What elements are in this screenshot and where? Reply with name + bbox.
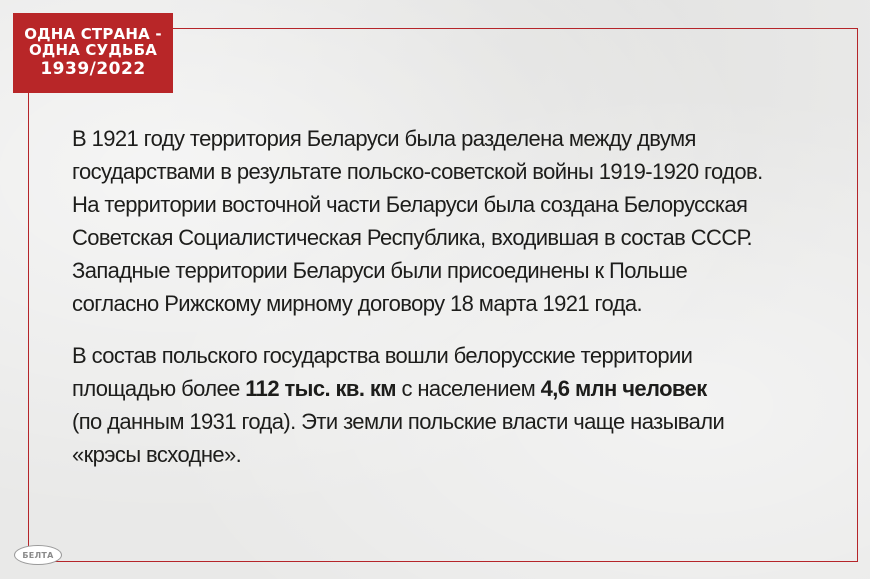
badge-line-1: ОДНА СТРАНА - [24,25,162,44]
badge-line-2: ОДНА СУДЬБА [28,41,158,60]
paragraph-2 [72,339,842,471]
badge-year: 1939/2022 [40,58,146,79]
paragraph-1-line-2: государствами в результате польско-советской войны 1919-1920 годов. [72,159,763,184]
paragraph-1-line-3: На территории восточной части Беларуси была создана Белорусская [72,192,748,217]
belta-logo-text: БЕЛТА [22,550,54,560]
paragraph-2-line-4: «крэсы всходне». [72,442,242,467]
paragraph-2-line-3: (по данным 1931 года). Эти земли польские власти чаще называли [72,409,725,434]
article-text [72,122,842,471]
area-lead-text: площадью более [72,376,246,401]
paragraph-1-line-4: Советская Социалистическая Республика, входившая в состав СССР. [72,225,753,250]
area-value: 112 тыс. кв. км [245,376,396,401]
paragraph-1-line-5: Западные территории Беларуси были присоединены к Польше [72,258,688,283]
belta-logo [14,545,62,565]
paragraph-2-line-2 [72,372,842,405]
population-lead-text: с населением [395,376,541,401]
paragraph-2-line-1: В состав польского государства вошли белорусские территории [72,343,693,368]
paragraph-1 [72,122,842,320]
paragraph-1-line-1: В 1921 году территория Беларуси была разделена между двумя [72,126,696,151]
population-value: 4,6 млн человек [540,376,707,401]
paragraph-1-line-6: согласно Рижскому мирному договору 18 марта 1921 года. [72,291,643,316]
series-badge [13,13,173,93]
